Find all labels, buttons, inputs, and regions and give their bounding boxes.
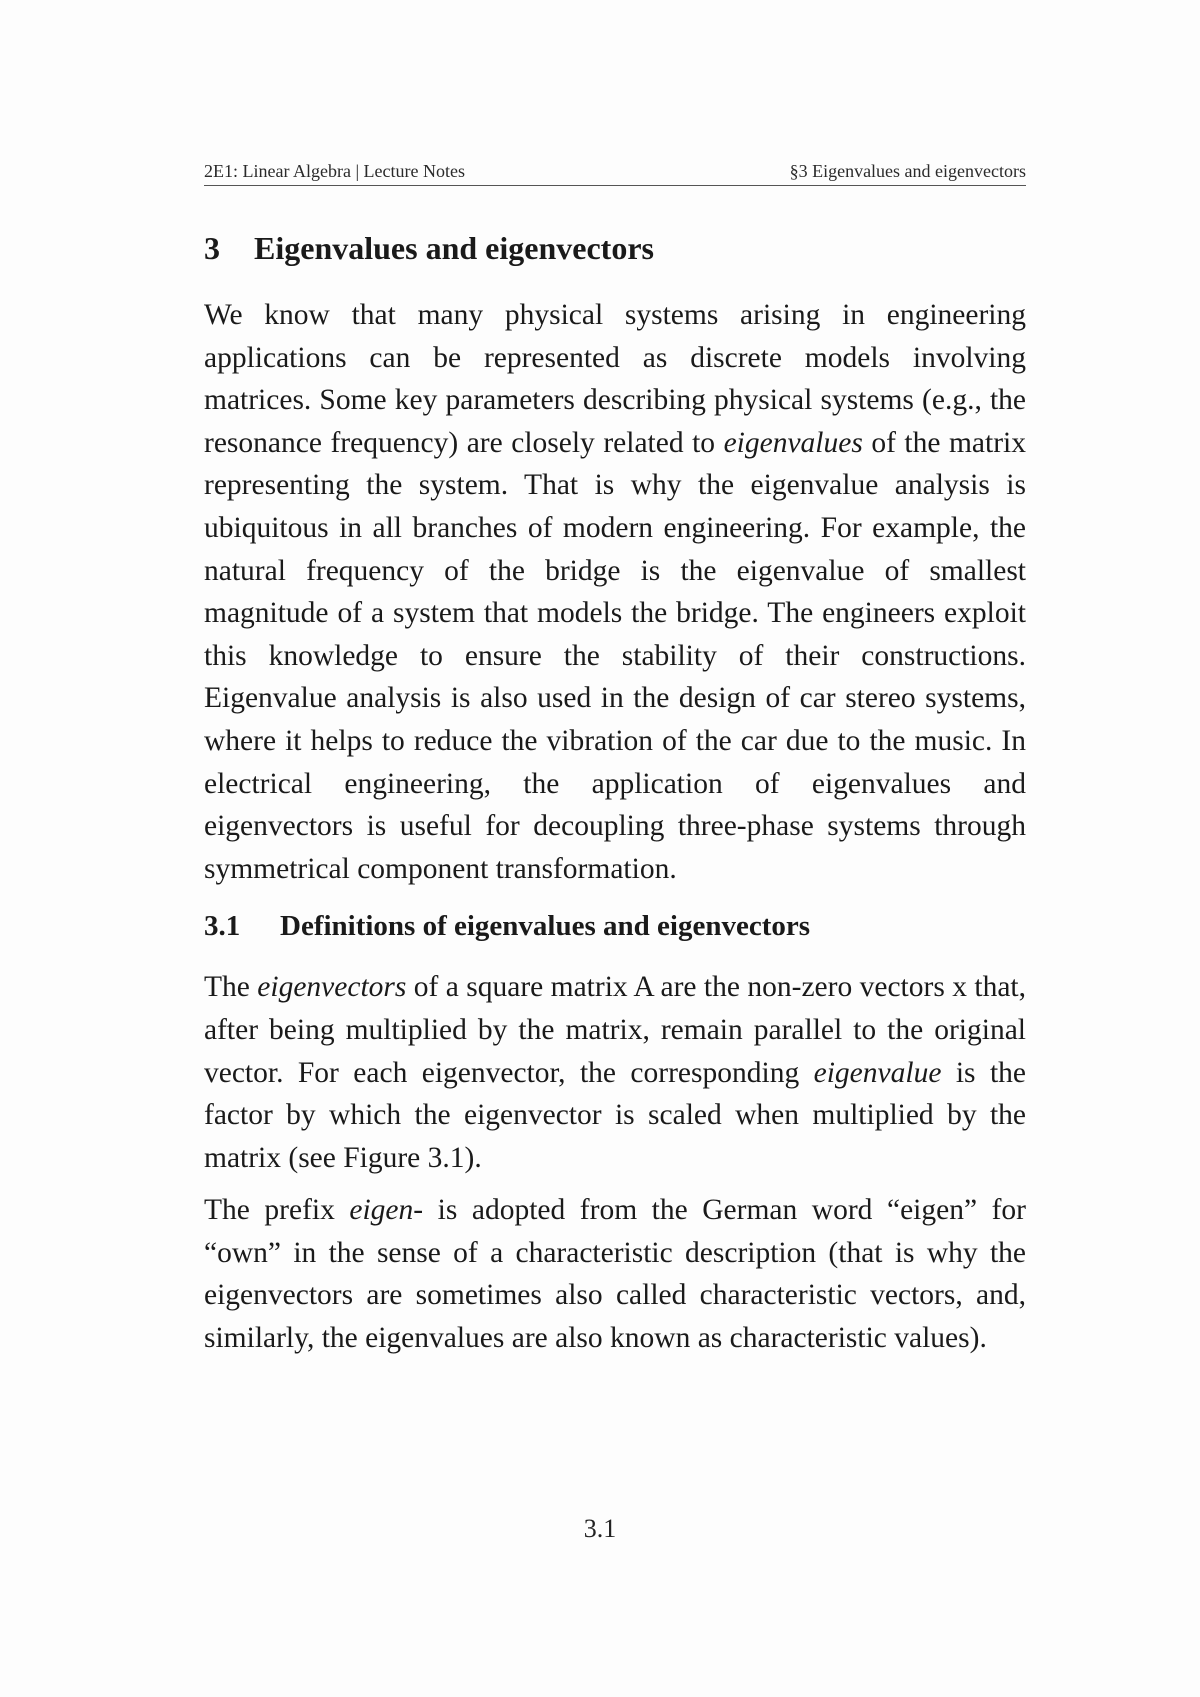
definition-text-d: that, after being multiplied by the matrix, remain parallel to the original vector. For each eigenvector, the corresponding [204, 971, 1026, 1089]
subsection-heading [204, 900, 1026, 952]
definition-em-eigenvectors: eigenvectors [257, 971, 407, 1004]
section-number: 3 [204, 230, 220, 266]
intro-paragraph [204, 294, 1026, 890]
etymology-paragraph [204, 1189, 1026, 1359]
section-heading [204, 222, 1026, 274]
page-number: 3.1 [583, 1514, 617, 1543]
etymology-em-prefix: eigen- [349, 1194, 424, 1227]
etymology-text-a: The prefix [204, 1194, 350, 1227]
intro-text-a: We know that many physical systems arising in engineering applications can be represented as discrete models involving matrices. Some key parameters describing physical systems (e.g., the resonance frequency) are closely related to [204, 299, 1026, 459]
subsection-title: Definitions of eigenvalues and eigenvectors [280, 910, 811, 943]
definition-text-e: is the factor by which the eigenvector is scaled when multiplied by the matrix (see Figure 3.1). [204, 1056, 1026, 1174]
matrix-symbol: A [633, 971, 654, 1004]
running-header [204, 160, 1026, 186]
page-content [204, 222, 1026, 1360]
section-title: Eigenvalues and eigenvectors [254, 230, 654, 266]
vector-symbol: x [952, 971, 967, 1004]
intro-em-eigenvalues: eigenvalues [723, 426, 863, 459]
header-section-title: §3 Eigenvalues and eigenvectors [789, 161, 1026, 181]
definition-em-eigenvalue: eigenvalue [813, 1056, 942, 1089]
header-course-title: 2E1: Linear Algebra | Lecture Notes [204, 161, 465, 181]
definition-text-b: of a square matrix [406, 971, 634, 1004]
intro-text-b: of the matrix representing the system. That is why the eigenvalue analysis is ubiquitous in all branches of modern engineering. For example, the natural frequency of the bridge is the eigenvalue of smallest magnitude of a system that models the bridge. The engineers exploit this knowledge to ensure the stability of their constructions. Eigenvalue analysis is also used in the design of car stereo systems, where it helps to reduce the vibration of the car due to the music. In electrical engineering, the application of eigenvalues and eigenvectors is useful for decoupling three-phase systems through symmetrical component transformation. [204, 426, 1026, 885]
definition-text-c: are the non-zero vectors [653, 971, 953, 1004]
subsection-number: 3.1 [204, 910, 241, 943]
definition-paragraph [204, 966, 1026, 1179]
etymology-text-b: is adopted from the German word “eigen” for “own” in the sense of a characteristic description (that is why the eigenvectors are sometimes also called characteristic vectors, and, similarly, the eigenvalues are also known as characteristic values). [204, 1194, 1026, 1355]
definition-text-a: The [204, 971, 258, 1004]
